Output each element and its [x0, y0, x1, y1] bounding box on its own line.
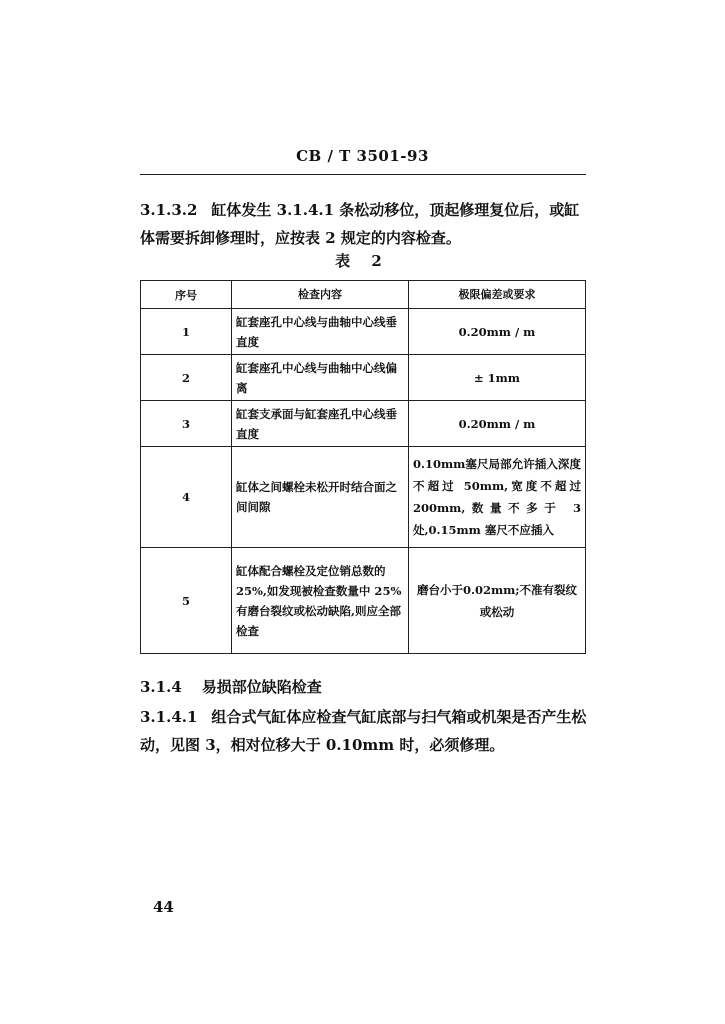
- row-item: 缸体配合螺栓及定位销总数的 25%,如发现被检查数量中 25%有磨台裂纹或松动缺陷,则应全部检查: [232, 548, 409, 654]
- row-index: 1: [141, 309, 232, 355]
- header-index: 序号: [141, 281, 232, 309]
- row-requirement: 0.10mm塞尺局部允许插入深度不超过 50mm,宽度不超过 200mm,数量不多于 3 处,0.15mm 塞尺不应插入: [409, 447, 586, 548]
- standard-code: CB / T 3501-93: [296, 147, 429, 165]
- section-title-text: 易损部位缺陷检查: [201, 678, 322, 696]
- row-index: 3: [141, 401, 232, 447]
- table-row: [141, 355, 586, 401]
- table-row: [141, 447, 586, 548]
- header-requirement: 极限偏差或要求: [409, 281, 586, 309]
- header-rule: [140, 174, 586, 175]
- row-item: 缸体之间螺栓未松开时结合面之间间隙: [232, 447, 409, 548]
- clause-text: 缸体发生 3.1.4.1 条松动移位，顶起修理复位后，或缸体需要拆卸修理时，应按表 2 规定的内容检查。: [140, 201, 580, 247]
- paragraph-3-1-3-2: [140, 196, 588, 252]
- row-requirement: 磨台小于0.02mm;不准有裂纹或松动: [409, 548, 586, 654]
- section-number: 3.1.4: [140, 678, 182, 696]
- table-header-row: [141, 281, 586, 309]
- table-row: [141, 309, 586, 355]
- clause-number: 3.1.3.2: [140, 201, 198, 219]
- table-caption: 表 2: [335, 252, 390, 270]
- clause-number: 3.1.4.1: [140, 708, 198, 726]
- page-number: 44: [153, 898, 174, 916]
- paragraph-3-1-4-1: [140, 703, 588, 759]
- table-row: [141, 548, 586, 654]
- row-requirement: 0.20mm / m: [409, 401, 586, 447]
- row-item: 缸套座孔中心线与曲轴中心线偏离: [232, 355, 409, 401]
- row-item: 缸套支承面与缸套座孔中心线垂直度: [232, 401, 409, 447]
- row-index: 5: [141, 548, 232, 654]
- row-index: 4: [141, 447, 232, 548]
- table-row: [141, 401, 586, 447]
- row-requirement: ± 1mm: [409, 355, 586, 401]
- row-index: 2: [141, 355, 232, 401]
- section-heading: [140, 676, 322, 697]
- header-item: 检查内容: [232, 281, 409, 309]
- clause-text: 组合式气缸体应检查气缸底部与扫气箱或机架是否产生松动，见图 3，相对位移大于 0.10mm 时，必须修理。: [140, 708, 587, 754]
- row-item: 缸套座孔中心线与曲轴中心线垂直度: [232, 309, 409, 355]
- row-requirement: 0.20mm / m: [409, 309, 586, 355]
- inspection-table: [140, 280, 586, 654]
